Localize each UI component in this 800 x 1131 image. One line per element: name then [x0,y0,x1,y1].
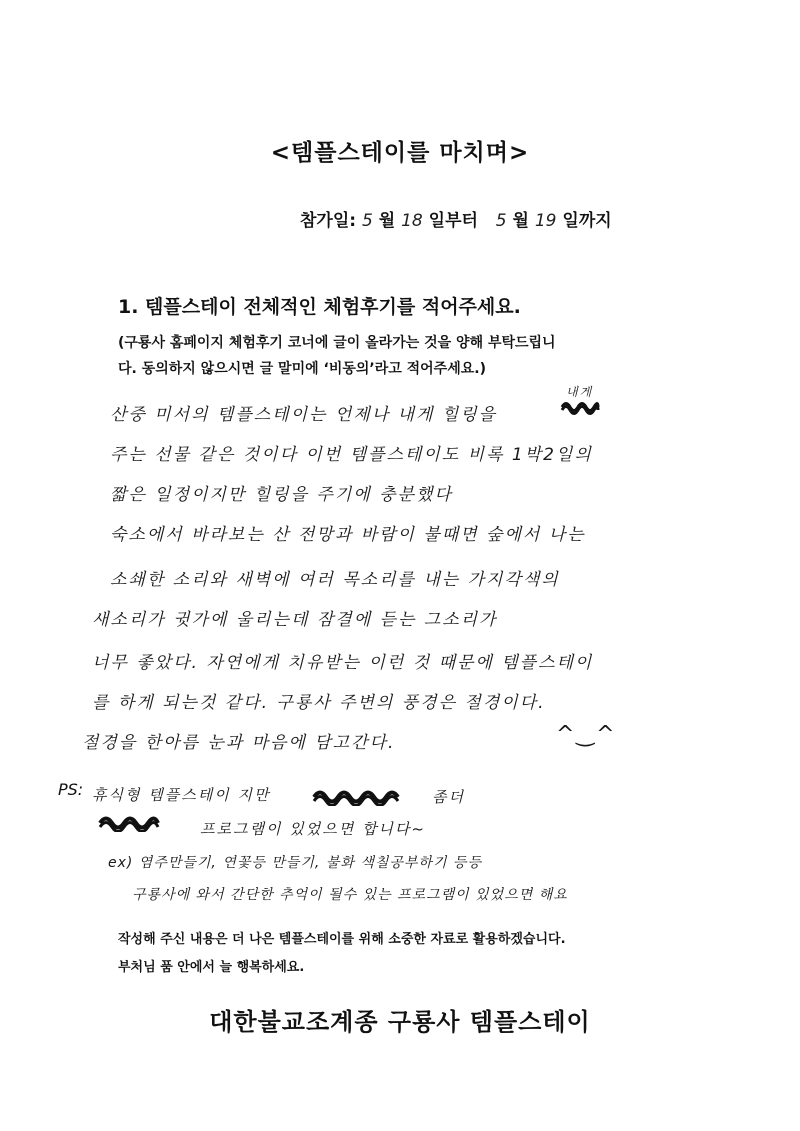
month-unit-2: 월 [512,211,529,231]
review-line-1: 산중 미서의 템플스테이는 언제나 내게 힐링을 [110,405,498,425]
ps-line-2: 프로그램이 있었으면 합니다~ [200,820,426,838]
closing-line-2: 부처님 품 안에서 늘 행복하세요. [118,960,305,975]
until-text: 일까지 [562,211,612,231]
month-unit-1: 월 [378,211,396,231]
scribble-mark [98,814,160,832]
review-line-2: 주는 선물 같은 것이다 이번 템플스테이도 비록 1박2일의 [110,445,593,465]
review-line-4: 숙소에서 바라보는 산 전망과 바람이 불때면 숲에서 나는 [110,525,586,545]
start-day: 18 [401,211,423,231]
question-1-note-line-1: (구룡사 홈페이지 체험후기 코너에 글이 올라가는 것을 양해 부탁드립니 [118,335,556,351]
ps-label: PS: [58,780,84,799]
ps-line-1a: 휴식형 템플스테이 지만 [92,786,271,804]
scribble-mark [312,788,402,806]
review-line-9: 절경을 한아름 눈과 마음에 담고간다. [82,733,396,753]
end-month: 5 [495,211,507,231]
review-line-7: 너무 좋았다. 자연에게 치유받는 이런 것 때문에 템플스테이 [92,653,594,673]
participation-dates [300,206,612,231]
smiley-face: ^‿^ [556,722,617,747]
review-line-3: 짧은 일정이지만 힐링을 주기에 충분했다 [110,485,453,505]
start-month: 5 [362,211,373,231]
ps-line-3: ex) 염주만들기, 연꽃등 만들기, 불화 색칠공부하기 등등 [108,855,482,871]
page-title: <템플스테이를 마치며> [270,140,530,166]
closing-message [118,926,566,982]
review-line-5: 소쇄한 소리와 새벽에 여러 목소리를 내는 가지각색의 [110,570,560,590]
ps-line-4: 구룡사에 와서 간단한 추억이 될수 있는 프로그램이 있었으면 해요 [132,887,568,903]
question-1-heading: 1. 템플스테이 전체적인 체험후기를 적어주세요. [118,296,521,318]
review-line-6: 새소리가 귓가에 울리는데 잠결에 듣는 그소리가 [92,610,498,630]
closing-line-1: 작성해 주신 내용은 더 나은 템플스테이를 위해 소중한 자료로 활용하겠습니다. [118,932,566,947]
end-day: 19 [534,211,557,231]
participation-label: 참가일: [300,211,357,231]
question-1-note-line-2: 다. 동의하지 않으시면 글 말미에 ‘비동의’라고 적어주세요.) [118,361,486,377]
question-1-note [118,330,718,382]
ps-line-1b: 좀더 [432,788,465,806]
from-text: 일부터 [428,211,478,231]
review-insert-word: 내게 [566,385,594,399]
temple-name-footer: 대한불교조계종 구룡사 템플스테이 [209,1008,591,1036]
review-line-8: 를 하게 되는것 같다. 구룡사 주변의 풍경은 절경이다. [92,693,546,713]
scribble-mark [560,398,600,416]
